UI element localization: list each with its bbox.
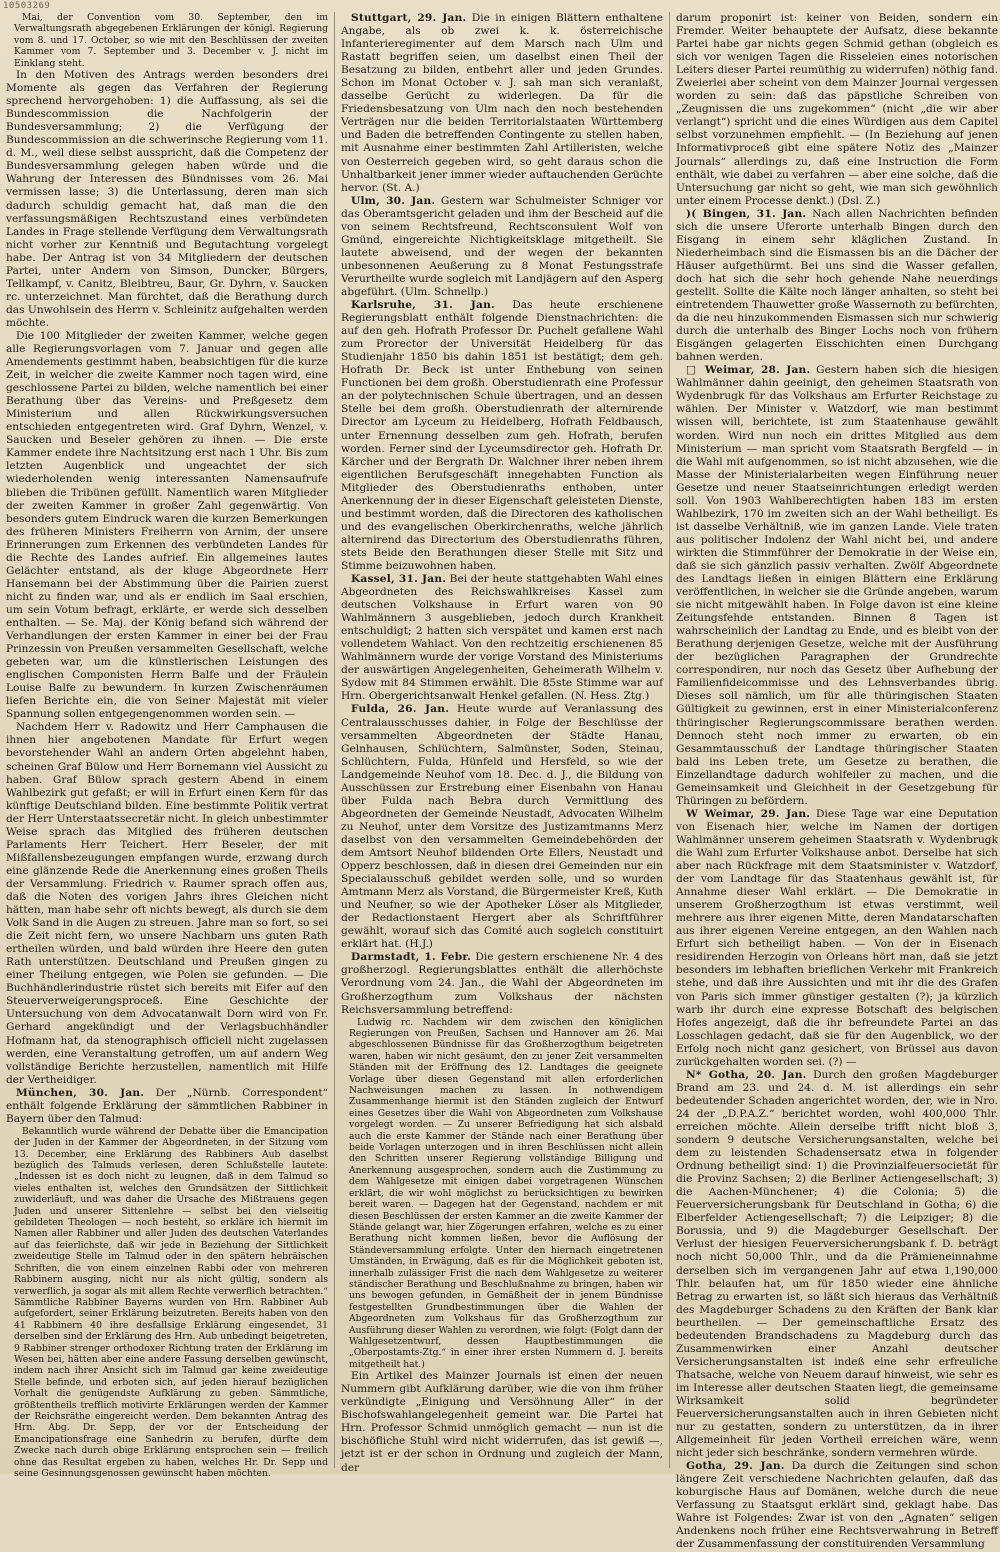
article-text: darum proponirt ist: keiner von Beiden, sondern ein Fremder. Weiter behauptete der Aufsatz, diese bekannte Partei habe gar nichts gegen Schmid gethan (obgleich es sich vor wenigen Tagen die Risseleien eines notorischen Leiters dieser Partei reumüthig zu widerrufen) nöthig fand. Zweierlei aber scheint von dem Mainzer Journal vergessen worden zu sein: daß das päpstliche Schreiben von „Zeugnissen die uns zugekommen“ (nicht „die wir aber verlangt“) spricht und die eines Würdigen aus dem Capitel selbst vorzunehmen empfiehlt. — (In Beziehung auf jenen Informativproceß gibt eine spätere Notiz des „Mainzer Journals“ allerdings zu, daß eine Instruction die Form enthält, wie dabei zu verfahren — aber eine solche, daß die Untersuchung gar nicht so geht, wie man sich gewöhnlich unter einem Processe denkt.) (Dsl. Z.) [676, 12, 998, 207]
article-text: Bekanntlich wurde während der Debatte über die Emancipation der Juden in der Kammer der Abgeordneten, in der Sitzung vom 13. December, eine Erklärung des Rabbiners Aub daselbst bezüglich des Talmuds verlesen, deren Schlußstelle lautete: „Indessen ist es doch nicht zu leugnen, daß in dem Talmud so vieles enthalten ist, welches den Grundsätzen der Sittlichkeit zuwiderläuft, und was daher die Ursache des Mißtrauens gegen Juden und unserer Sittenlehre — selbst bei den vielseitig gebildeten Theologen — noch besteht, so erkläre ich hiermit im Namen aller Rabbiner und aller Juden des deutschen Vaterlandes auf das feierlichste, daß wir jede in Beziehung der Sittlichkeit zweideutige Stelle im Talmud oder in den spätern hebräischen Schriften, die von einem einzelnen Rabbi oder von mehreren Rabbinern ausging, nicht nur als nicht gültig, sondern als verwerflich, ja sogar als mit allem Rechte verwerflich betrachten.“ Sämmtliche Rabbiner Bayerns wurden von Hrn. Rabbiner Aub aufgefordert, seiner Erklärung beizutreten. Bereits haben von den 41 Rabbinern 40 ihre desfallsige Erklärung eingesendet, 31 derselben sind der Erklärung des Hrn. Aub unbedingt beigetreten, 9 Rabbiner strenger orthodoxer Richtung traten der Erklärung im Wesen bei, hätten aber eine andere Fassung derselben gewünscht, indem nach ihrer Ansicht sich im Talmud gar keine zweideutige Stelle befinde, und erboten sich, auf jeden hierauf bezüglichen Vorhalt die genügendste Aufklärung zu geben. Sämmtliche, größtentheils trefflich motivirte Erklärungen werden der Kammer der Reichsräthe eingereicht werden. Dem bekannten Antrag des Hrn. Abg. Dr. Sepp, der vor der Entscheidung der Emancipationsfrage eine Sanhedrin zu berufen, dürfte dem Zwecke nach durch obige Erklärung entsprochen sein — freilich ohne das Resultat ergeben zu haben, welches Hr. Dr. Sepp und seine Gesinnungsgenossen gewünscht haben möchten. [14, 1125, 328, 1480]
article-text: Die 100 Mitglieder der zweiten Kammer, welche gegen alle Regierungsvorlagen vom 7. Januar und gegen alle Amendements gestimmt haben, beabsichtigen für die kurze Zeit, in welcher die zweite Kammer noch tagen wird, eine geschlossene Partei zu bilden, welche namentlich bei einer Berathung über das Vereins- und Preßgesetz dem Ministerium und allen Rückwirkungsversuchen entschieden entgegentreten wird. Graf Dyhrn, Wenzel, v. Saucken und Beseler gehören zu ihnen. — Die erste Kammer endete ihre Nachtsitzung erst nach 1 Uhr. Bis zum letzten Augenblick und ungeachtet der sich wiederholenden wenig interessanten Namensaufrufe blieben die Tribünen gefüllt. Namentlich waren Mitglieder der zweiten Kammer in großer Zahl gegenwärtig. Von besonders gutem Eindruck waren die kurzen Bemerkungen des früheren Ministers Freiherrn von Arnim, der unsere Erinnerungen zum Erkennen des verbündeten Landes für die Rechte des Landes aufrief. Ein allgemeines lautes Gelächter entstand, als der kluge Abgeordnete Herr Hansemann bei der Abstimmung über die Pairien zuerst nicht zu finden war, und als er endlich im Saal erschien, um sein Votum befragt, erklärte, er werde sich desselben enthalten. — Se. Maj. der König befand sich während der Verhandlungen der ersten Kammer in einer bei der Frau Prinzessin von Preußen versammelten Gesellschaft, welche gebeten war, um die künstlerischen Leistungen des englischen Componisten Herrn Balfe und der Fräulein Louise Balfe zu bewundern. In kurzen Zwischenräumen liefen Berichte ein, die von Seiner Majestät mit vieler Spannung sollen entgegengenommen worden sein. — [6, 329, 328, 721]
article-text: Nachdem Herr v. Radowitz und Herr Camphausen die ihnen hier angebotenen Mandate für Erfurt wegen bevorstehender Wahl an andern Orten abgelehnt haben, scheinen Graf Bülow und Herr Bornemann viel Aussicht zu haben. Graf Bülow sprach gestern Abend in einem Wahlbezirk gut gefaßt; er will in Erfurt einen Kern für das künftige Deutschland bilden. Eine bestimmte Politik vertrat der Herr Unterstaatssecretär nicht. In gleich unbestimmter Weise sprach das Mitglied des früheren deutschen Parlaments Herr Teichert. Herr Beseler, der mit Mißfallensbezeugungen empfangen wurde, erzwang durch eine glänzende Rede die Anerkennung eines großen Theils der Versammlung. Friedrich v. Raumer sprach offen aus, daß die Noten des vorigen Jahrs ihres Gleichen nicht hätten, man habe sehr oft nichts bewegt, als durch sie dem Volk Sand in die Augen zu streuen. Jahre man so fort, so sei die Zeit nicht fern, wo unsere Nachbarn uns guten Rath ertheilen würden, und bald würden ihre Heere den guten Rath unterstützen. Deutschland und Preußen gingen zu einer Theilung entgegen, wie Polen sie gefunden. — Die Buchhändlerindustrie rüstet sich bereits mit Eifer auf den Steuerverweigerungsproceß. Eine Geschichte der Untersuchung von dem Advocatanwalt Dorn wird von Fr. Gerhard angekündigt und der Verlagsbuchhändler Hofmann hat, da stenographisch officiell nicht zugelassen werden, eine Veranstaltung getroffen, um auf andern Weg vollständige Berichte herzustellen, namentlich mit Hilfe der Vertheidiger. [6, 721, 328, 1086]
article-dateline: N* Gotha, 20. Jan. [686, 1068, 807, 1081]
column-rule [669, 12, 670, 1468]
article-dateline: □ Weimar, 28. Jan. [686, 364, 811, 377]
article-paragraph [6, 1087, 328, 1126]
article-paragraph [341, 573, 663, 703]
article-dateline: Karlsruhe, 31. Jan. [351, 299, 495, 312]
article-text: Die in einigen Blättern enthaltene Angabe, als ob zwei k. k. österreichische Infanterieregimenter auf dem Marsch nach Ulm und Rastatt begriffen seien, um daselbst einen Theil der Besatzung zu bilden, entbehrt aller und jeden Grundes. Schon im Monat October v. J. sah man sich veranlaßt, dasselbe Gerücht zu widerlegen. Da für die Friedensbesatzung von Ulm nach den noch bestehenden Verträgen nur die beiden Territorialstaaten Württemberg und Baden die betreffenden Contingente zu stellen haben, mit Ausnahme einer bestimmten Zahl Artilleristen, welche von Oesterreich gegeben wird, so geht daraus schon die Unhaltbarkeit jener immer wieder auftauchenden Gerüchte hervor. (St. A.) [341, 12, 663, 194]
article-paragraph [676, 1069, 998, 1460]
text-columns [6, 12, 998, 1551]
article-paragraph [676, 364, 998, 808]
article-paragraph [6, 69, 328, 330]
article-paragraph [341, 299, 663, 573]
article-text: Die gestern erschienene Nr. 4 des großherzogl. Regierungsblattes enthält die allerhöchste Verordnung vom 24. Jan., die Wahl der Abgeordneten im Großherzogthum zum Volkshaus der nächsten Reichsversammlung betreffend: [341, 951, 663, 1016]
article-paragraph [341, 951, 663, 1016]
article-text: Gestern haben sich die hiesigen Wahlmänner dahin geeinigt, den geheimen Staatsrath von Wydenbrugk für das Volkshaus am Erfurter Reichstage zu wählen. Der Minister v. Watzdorf, wie man bestimmt wissen will, berichtete, ist zum Staatenhause gewählt worden. Wird nun noch ein drittes Mitglied aus dem Ministerium — man spricht vom Staatsrath Bergfeld — in die Wahl mit aufgenommen, so ist nicht abzusehen, wie die Masse der Ministerialarbeiten wegen Einführung neuer Gesetze und neuer Staatseinrichtungen erledigt werden soll. Von 1903 Wahlberechtigten haben 183 im ersten Wahlbezirk, 170 im zweiten sich an der Wahl betheiligt. Es ist dasselbe Verhältniß, wie im ganzen Lande. Viele traten aus politischer Indolenz der Wahl nicht bei, und andere wirkten die Stimmführer der Demokratie in der Weise ein, daß sie sich gänzlich passiv verhalten. Zwölf Abgeordnete des Landtags ließen in einigen Blättern eine Erklärung veröffentlichen, in welcher sie die Gründe angeben, warum sie nicht mitgewählt haben. In Folge davon ist eine kleine Zeitungsfehde entstanden. Binnen 8 Tagen ist wahrscheinlich der Landtag zu Ende, und es bleibt von der Berathung derjenigen Gesetze, welche mit der Ausführung der bezüglichen Paragraphen der Grundrechte correspondiren, nur noch das Gesetz über Aufhebung der Familienfideicommisse und des Lehnsverbandes übrig. Dieses soll nämlich, um für alle thüringischen Staaten Gültigkeit zu gewinnen, erst in einer Ministerialconferenz thüringischer Regierungscommissare berathen werden. Dennoch steht noch immer zu erwarten, ob ein Gesammtausschuß der Landtage thüringischer Staaten bald ins Leben trete, um Gesetze zu berathen, die Einzellandtage dadurch wohlfeiler zu machen, und die Gemeinsamkeit und Gleichheit in der Gesetzgebung für Thüringen zu befördern. [676, 364, 998, 807]
article-text: Das heute erschienene Regierungsblatt enthält folgende Dienstnachrichten: die auf den geh. Hofrath Professor Dr. Puchelt gefallene Wahl zum Prorector der Universität Heidelberg für das Studienjahr 1850 bis dahin 1851 ist bestätigt; dem geh. Hofrath Dr. Beck ist unter Enthebung von seinen Functionen bei dem großh. Oberstudienrath eine Professur an der polytechnischen Schule übertragen, und an dessen Stelle bei dem großh. Oberstudienrath der alternirende Director am Lyceum zu Heidelberg, Hofrath Feldbausch, unter Ernennung desselben zum geh. Hofrath, berufen worden. Ferner sind der Lyceumsdirector geh. Hofrath Dr. Kärcher und der Bergrath Dr. Walchner ihrer neben ihrem eigentlichen Berufsgeschäft innegehabten Function als Mitglieder des Oberstudienraths enthoben, unter Anerkennung der in dieser Eigenschaft geleisteten Dienste, und bestimmt worden, daß die Directoren des katholischen und des evangelischen Oberkirchenraths, welche jährlich alternirend das Directorium des Oberstudienraths führen, stets Beide den Berathungen dieser Stelle mit Sitz und Stimme beizuwohnen haben. [341, 299, 663, 572]
article-text: In den Motiven des Antrags werden besonders drei Momente als gegen das Verfahren der Regierung sprechend hervorgehoben: 1) die Auffassung, als sei die Bundescommission die Nachfolgerin der Bundesversammlung; 2) die Verfügung der Bundescommission an die schwerinsche Regierung vom 11. d. M., weil diese selbst ausspricht, daß die Competenz der Bundesversammlung gelegen haben würde und die Wahrung der Interessen des Bündnisses vom 26. Mai vermissen lasse; 3) die Unterlassung, deren man sich dadurch schuldig gemacht hat, daß man die den verfassungsmäßigen Rechtszustand eines verbündeten Landes in Frage stellende Verfügung dem Verwaltungsrath nicht vorher zur Kenntniß und Begutachtung vorgelegt habe. Der Antrag ist von 34 Mitgliedern der deutschen Partei, unter Andern von Simson, Duncker, Bürgers, Tellkampf, v. Canitz, Bleibtreu, Baur, Gr. Dyhrn, v. Saucken rc. unterzeichnet. Man fürchtet, daß die Berathung durch das Unwohlsein des Herrn v. Schleinitz aufgehalten werden möchte. [6, 69, 328, 329]
article-dateline: Darmstadt, 1. Febr. [351, 951, 472, 964]
article-text: Da durch die Zeitungen sind schon längere Zeit verschiedene Nachrichten gelaufen, daß das koburgische Haus auf Domänen, welche durch die neue Verfassung zu Staatsgut erklärt sind, geklagt habe. Das Wahre ist Folgendes: Zwar ist von den „Agnaten“ seligen Andenkens noch früher eine Rechtsverwahrung in Betreff der Zusammenfassung der constituirenden Versammlung [676, 1460, 998, 1551]
article-paragraph [676, 12, 998, 208]
article-paragraph [341, 12, 663, 195]
article-dateline: Kassel, 31. Jan. [351, 573, 447, 586]
article-dateline: Ulm, 30. Jan. [351, 194, 436, 207]
article-paragraph [676, 808, 998, 1069]
article-paragraph [6, 330, 328, 721]
article-paragraph [341, 195, 663, 299]
article-text: Durch den großen Magdeburger Brand am 23. und 24. d. M. ist allerdings ein sehr bedeutender Schaden angerichtet worden, der, wie in Nro. 24 der „D.P.A.Z.“ berichtet worden, wohl 400,000 Thlr. erreichen möchte. Allein derselbe trifft nicht bloß 3, sondern 9 deutsche Versicherungsanstalten, welche bei dem zu leistenden Schadensersatz etwa in folgender Ordnung betheiligt sind: 1) die Provinzialfeuersocietät für die Provinz Sachsen; 2) die Berliner Actiengesellschaft; 3) die Aachen-Münchener; 4) die Colonia; 5) die Feuerversicherungsbank für Deutschland in Gotha; 6) die Elberfelder Actiengesellschaft; 7) die Leipziger; 8) die Borussia, und 9) die Magdeburger Gesellschaft. Der Verlust der hiesigen Feuerversicherungsbank f. D. beträgt noch nicht 50,000 Thlr., und da die Prämieneinnahme derselben sich im vergangenen Jahr auf etwa 1,190,000 Thlr. belaufen hat, um für 1850 wieder eine ähnliche Betrag zu erwarten ist, so läßt sich hieraus das Verhältniß des Magdeburger Schadens zu den Kräften der Bank klar beurtheilen. — Der gemeinschaftliche Ersatz des bedeutenden Brandschadens zu Magdeburg durch das Zusammenwirken einer Anzahl deutscher Versicherungsanstalten ist indeß eine sehr erfreuliche Thatsache, welche von Neuem darauf hinweist, wie sehr es im Interesse aller deutschen Staaten liegt, die gemeinsame Wirksamkeit solid begründeter Feuerversicherungsanstalten auch in ihren Gebieten nicht nur zu gestatten, sondern zu unterstützen, da in ihrer Allgemeinheit für jeden Vortheil erreichen wäre, wenn nicht jeder sich beschränke, sondern vermehren würde. [676, 1068, 998, 1460]
article-dateline: W Weimar, 29. Jan. [686, 807, 811, 820]
article-text: Ein Artikel des Mainzer Journals ist einen der neuen Nummern gibt Aufklärung darüber, wie die von ihm früher verkündigte „Einigung und Versöhnung Aller“ in der Bischofswahlangelegenheit gemeint war. Die Partei hat Hrn. Professor Schmid unmöglich gemacht — nun ist die bischöfliche Stuhl wird nicht widerrufen, das ist gewiß —, jetzt ist er der schon in Ordnung und zugleich der Mann, der [341, 1370, 663, 1474]
article-text: Der „Nürnb. Correspondent“ enthält folgende Erklärung der sämmtlichen Rabbiner in Bayern über den Talmud: [6, 1086, 328, 1125]
article-text: Ludwig rc. Nachdem wir dem zwischen den königlichen Regierungen von Preußen, Sachsen und Hannover am 26. Mai abgeschlossenen Bündnisse für das Großherzogthum beigetreten waren, haben wir nicht gesäumt, den zu jener Zeit versammelten Ständen mit der Eröffnung des 12. Landtages die geeignete Vorlage über diesen Gegenstand mit allen erforderlichen Nachweisungen machen zu lassen. In nothwendigem Zusammenhange hiermit ist den Ständen zugleich der Entwurf eines Gesetzes über die Wahl von Abgeordneten zum Volkshause vorgelegt worden. — Zu unserer Befriedigung hat sich alsbald auch die erste Kammer der Stände nach einer Berathung über beide Vorlagen unterzogen und in ihren Beschlüssen nicht allein den Schritten unserer Regierung vollständige Billigung und Anerkennung ausgesprochen, sondern auch die Zustimmung zu dem Wahlgesetze mit einigen dabei vorgetragenen Wünschen erklärt, die wir wohl möglichst zu berücksichtigen zu bewirken bereit waren. — Dagegen hat der Gegenstand, nachdem er mit diesen Beschlüssen der ersten Kammer an die zweite Kammer der Stände gelangt war, hier Zögerungen erfahren, welche es zu einer Berathung nicht kommen ließen, bevor die Auflösung der Ständeversammlung erfolgte. Unter den hiernach eingetretenen Umständen, in Erwägung, daß es für die Möglichkeit geboten ist, innerhalb zulässiger Frist die nach dem Wahlgesetze zu weiterer ständischer Berathung und Beschlußnahme zu bringen, haben wir uns bewogen gefunden, in Gemäßheit der in jenem Bündnisse festgestellten Grundbestimmungen über die Wahlen der Abgeordneten zum Volkshaus für das Großherzogthum zur Ausführung dieser Wahlen zu verordnen, wie folgt: (Folgt dann der Wahlgesetzentwurf, dessen Hauptbestimmungen die „Oberpostamts-Ztg.“ in einer ihrer ersten Nummern d. J. bereits mitgetheilt hat.) [349, 1016, 663, 1370]
quoted-paragraph [6, 12, 328, 69]
article-text: Diese Tage war eine Deputation von Eisenach hier, welche im Namen der dortigen Wahlmänner unserem geheimen Staatsrath v. Wydenbrugk die Wahl zum Erfurter Volkshause anbot. Derselbe hat sich aber nach Rückfrage mit dem Staatsminister v. Watzdorf, der vom Landtage für das Staatenhaus gewählt ist, für Annahme dieser Wahl erklärt. — Die Demokratie in unserem Großherzogthum ist etwas verstimmt, weil mehrere aus ihrer eigenen Mitte, deren Mandatarschaften aus ihrer eigenen Vereine entgegen, an den Wahlen nach Erfurt sich betheiligt haben. — Von der in Eisenach residirenden Herzogin von Orleans hört man, daß sie jetzt besonders im lebhaften brieflichen Verkehr mit Frankreich stehe, und daß ihre Aussichten und mit ihr die des Grafen von Paris sich immer günstiger gestalten (?); ja kürzlich warb ihr durch eine expresse Botschaft des belgischen Hofes angezeigt, daß die ihr befreundete Partei an das Losschlagen gedacht, daß sie für den Augenblick, wo der Erfolg noch nicht ganz gesichert, von Brüssel aus davon zurückgehalten worden sei. (?) — [676, 807, 998, 1068]
archive-id: 10503269 [3, 1, 51, 11]
article-dateline: )( Bingen, 31. Jan. [686, 207, 807, 220]
article-text: Bei der heute stattgehabten Wahl eines Abgeordneten des Reichswahlkreises Kassel zum deutschen Volkshause in Erfurt waren von 90 Wahlmännern 3 ausgeblieben, jedoch durch Krankheit entschuldigt; 2 hatten sich verspätet und kamen erst nach vollendetem Wahlact. Von den rechtzeitig erschienenen 85 Wahlmännern wurde der vorige Vorstand des Ministeriums der auswärtigen Angelegenheiten, Geheimerath Wilhelm v. Sydow mit 84 Stimmen erwählt. Die 85ste Stimme war auf Hrn. Obergerichtsanwalt Henkel gefallen. (N. Hess. Ztg.) [341, 573, 663, 703]
article-dateline: Gotha, 29. Jan. [686, 1460, 785, 1473]
quoted-paragraph [6, 1126, 328, 1480]
article-text: Mai, der Convention vom 30. September, den im Verwaltungsrath abgegebenen Erklärungen der königl. Regierung vom 8. und 17. October, so wie mit den Beschlüssen der zweiten Kammer vom 7. September und 3. December v. J. nicht im Einklang steht. [14, 12, 328, 69]
article-dateline: Stuttgart, 29. Jan. [351, 12, 467, 24]
article-text: Heute wurde auf Veranlassung des Centralausschusses dahier, in Folge der Beschlüsse der versammelten Abgeordneten der Städte Hanau, Gelnhausen, Schlüchtern, Salmünster, Soden, Steinau, Schlüchtern, Fulda, Hünfeld und Hersfeld, so wie der Landgemeinde Neuhof vom 18. Dec. d. J., die Bildung von Ausschüssen zur Erstrebung einer Eisenbahn von Hanau über Fulda nach Bebra durch Vermittlung des Abgeordneten der Gemeinde Neustadt, Advocaten Wilhelm zu Neuhof, unter dem Vorsitze des Justizamtmanns Merz daselbst von den versammelten Gemeindebehörden der dem Amtsort Neuhof bildenden Orte Ellers, Neustadt und Opperz beschlossen, daß in diesen drei Gemeinden nur ein Specialausschuß gebildet werden solle, und so wurden Amtmann Merz als Vorstand, die Bürgermeister Kreß, Kuth und Neufner, so wie der Apotheker Löser als Mitglieder, der Redactionstaent Hergert aber als Schriftführer gewählt, worauf sich das Comité auch sogleich constituirt erklärt hat. (H.J.) [341, 703, 663, 951]
column-rule [334, 12, 335, 1468]
article-paragraph [6, 721, 328, 1086]
column-left [6, 12, 328, 1480]
article-dateline: München, 30. Jan. [16, 1086, 145, 1099]
column-middle [341, 12, 663, 1474]
article-text: Gestern war Schulmeister Schniger vor das Oberamtsgericht geladen und ihm der Bescheid auf die von seinem Rechtsfreund, Rechtsconsulent Wolf von Gmünd, eingereichte Nichtigkeitsklage mitgetheilt. Sie lautete abweisend, und der wegen der bekannten unbesonnenen Aeußerung zu 8 Monat Festungsstrafe Verurtheilte wurde sogleich mit Landjägern auf den Asperg abgeführt. (Ulm. Schnellp.) [341, 194, 663, 298]
article-paragraph [341, 1370, 663, 1474]
quoted-paragraph [341, 1017, 663, 1371]
article-paragraph [341, 703, 663, 951]
column-right [676, 12, 998, 1551]
article-paragraph [676, 1460, 998, 1551]
article-paragraph [676, 208, 998, 365]
article-text: Nach allen Nachrichten befinden sich die unsere Uferorte unterhalb Bingen durch den Eisgang in einem sehr kläglichen Zustand. In Niederheimbach sind die Eismassen bis an die Dächer der Häuser aufgethürmt. Bei uns sind die Wasser gefallen, doch hat sich die sehr hoch gehende Nahe neuerdings gestellt. Sollte die Kälte noch länger anhalten, so steht bei eintretendem Thauwetter große Wassernoth zu befürchten, da die neu hinzukommenden Eismassen sich nur schwierig durch die unterhalb des Binger Lochs noch von frühern Eisgängen gelagerten Eisschichten einen Durchgang bahnen werden. [676, 207, 998, 364]
article-dateline: Fulda, 26. Jan. [351, 703, 450, 716]
